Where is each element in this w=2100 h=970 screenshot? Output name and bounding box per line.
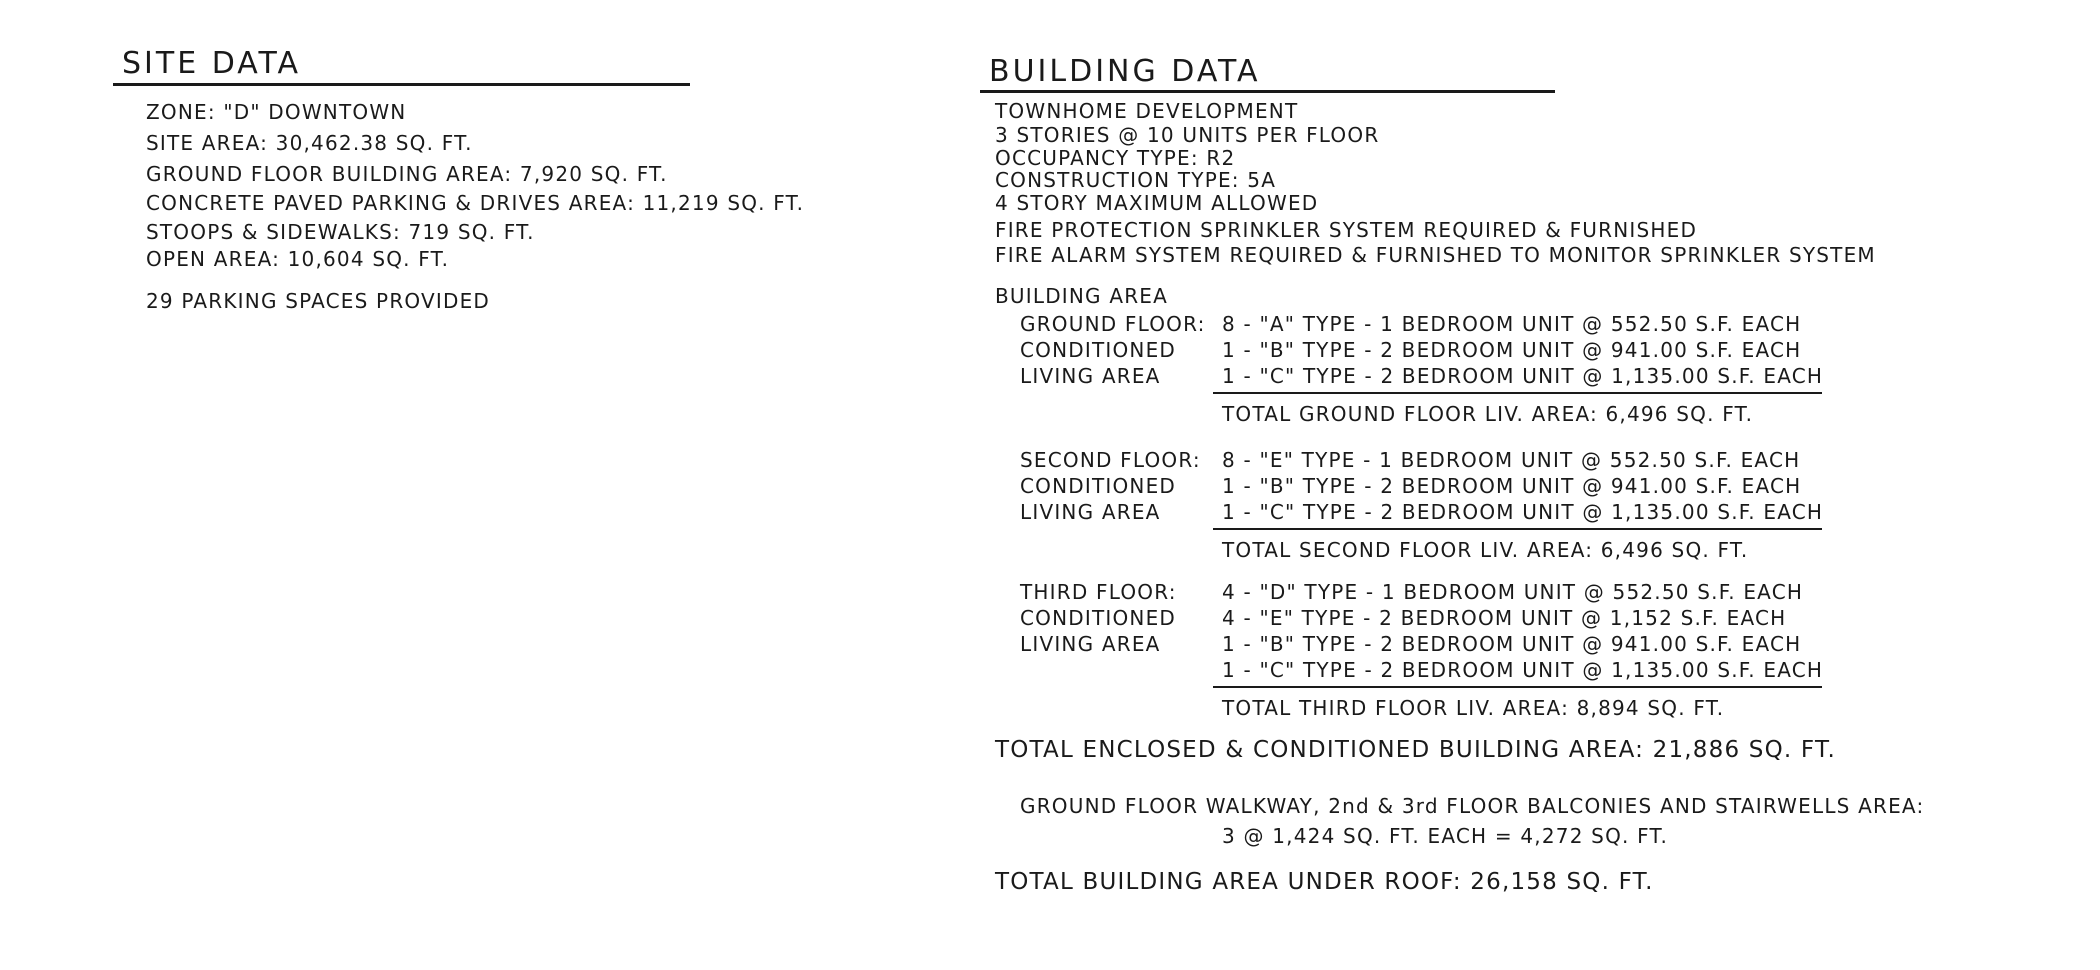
- building-area-heading: BUILDING AREA: [995, 284, 1169, 308]
- ground-floor-label: LIVING AREA: [1020, 364, 1161, 388]
- ground-floor-unit: 1 - "C" TYPE - 2 BEDROOM UNIT @ 1,135.00 S.F. EACH: [1222, 364, 1824, 388]
- second-floor-unit: 1 - "C" TYPE - 2 BEDROOM UNIT @ 1,135.00 S.F. EACH: [1222, 500, 1824, 524]
- site-zone: ZONE: "D" DOWNTOWN: [146, 100, 407, 124]
- walkway-area-label: GROUND FLOOR WALKWAY, 2nd & 3rd FLOOR BALCONIES AND STAIRWELLS AREA:: [1020, 794, 1925, 818]
- ground-floor-unit: 1 - "B" TYPE - 2 BEDROOM UNIT @ 941.00 S.F. EACH: [1222, 338, 1802, 362]
- building-line: TOWNHOME DEVELOPMENT: [995, 99, 1299, 123]
- building-line: FIRE ALARM SYSTEM REQUIRED & FURNISHED TO MONITOR SPRINKLER SYSTEM: [995, 243, 1876, 267]
- site-paved-area: CONCRETE PAVED PARKING & DRIVES AREA: 11,219 SQ. FT.: [146, 191, 805, 215]
- ground-floor-label: CONDITIONED: [1020, 338, 1177, 362]
- building-title-underline: [980, 90, 1555, 93]
- third-floor-label: LIVING AREA: [1020, 632, 1161, 656]
- third-floor-unit: 4 - "E" TYPE - 2 BEDROOM UNIT @ 1,152 S.F. EACH: [1222, 606, 1787, 630]
- total-enclosed-area: TOTAL ENCLOSED & CONDITIONED BUILDING AREA: 21,886 SQ. FT.: [995, 737, 1836, 763]
- second-floor-label: CONDITIONED: [1020, 474, 1177, 498]
- third-floor-total: TOTAL THIRD FLOOR LIV. AREA: 8,894 SQ. FT.: [1222, 696, 1725, 720]
- third-floor-label: THIRD FLOOR:: [1020, 580, 1177, 604]
- site-open-area: OPEN AREA: 10,604 SQ. FT.: [146, 247, 450, 271]
- site-data-title: SITE DATA: [122, 46, 301, 81]
- walkway-area-calc: 3 @ 1,424 SQ. FT. EACH = 4,272 SQ. FT.: [1222, 824, 1669, 848]
- second-floor-unit: 8 - "E" TYPE - 1 BEDROOM UNIT @ 552.50 S.F. EACH: [1222, 448, 1801, 472]
- ground-floor-total: TOTAL GROUND FLOOR LIV. AREA: 6,496 SQ. FT.: [1222, 402, 1754, 426]
- third-floor-unit: 1 - "C" TYPE - 2 BEDROOM UNIT @ 1,135.00 S.F. EACH: [1222, 658, 1824, 682]
- third-floor-label: CONDITIONED: [1020, 606, 1177, 630]
- second-floor-unit: 1 - "B" TYPE - 2 BEDROOM UNIT @ 941.00 S.F. EACH: [1222, 474, 1802, 498]
- third-floor-unit: 4 - "D" TYPE - 1 BEDROOM UNIT @ 552.50 S.F. EACH: [1222, 580, 1804, 604]
- site-ground-floor-area: GROUND FLOOR BUILDING AREA: 7,920 SQ. FT.: [146, 162, 668, 186]
- building-line: 3 STORIES @ 10 UNITS PER FLOOR: [995, 123, 1380, 147]
- second-floor-total: TOTAL SECOND FLOOR LIV. AREA: 6,496 SQ. FT.: [1222, 538, 1749, 562]
- third-floor-total-rule: [1213, 686, 1822, 688]
- ground-floor-total-rule: [1213, 392, 1822, 394]
- building-data-title: BUILDING DATA: [989, 54, 1261, 89]
- total-area-under-roof: TOTAL BUILDING AREA UNDER ROOF: 26,158 SQ. FT.: [995, 869, 1654, 895]
- building-line: 4 STORY MAXIMUM ALLOWED: [995, 191, 1319, 215]
- ground-floor-label: GROUND FLOOR:: [1020, 312, 1206, 336]
- building-line: CONSTRUCTION TYPE: 5A: [995, 168, 1277, 192]
- second-floor-label: LIVING AREA: [1020, 500, 1161, 524]
- ground-floor-unit: 8 - "A" TYPE - 1 BEDROOM UNIT @ 552.50 S.F. EACH: [1222, 312, 1802, 336]
- second-floor-total-rule: [1213, 528, 1822, 530]
- building-line: OCCUPANCY TYPE: R2: [995, 146, 1236, 170]
- site-area: SITE AREA: 30,462.38 SQ. FT.: [146, 131, 473, 155]
- building-line: FIRE PROTECTION SPRINKLER SYSTEM REQUIRED & FURNISHED: [995, 218, 1698, 242]
- third-floor-unit: 1 - "B" TYPE - 2 BEDROOM UNIT @ 941.00 S.F. EACH: [1222, 632, 1802, 656]
- second-floor-label: SECOND FLOOR:: [1020, 448, 1201, 472]
- site-parking: 29 PARKING SPACES PROVIDED: [146, 289, 491, 313]
- site-stoops: STOOPS & SIDEWALKS: 719 SQ. FT.: [146, 220, 535, 244]
- site-title-underline: [113, 83, 690, 86]
